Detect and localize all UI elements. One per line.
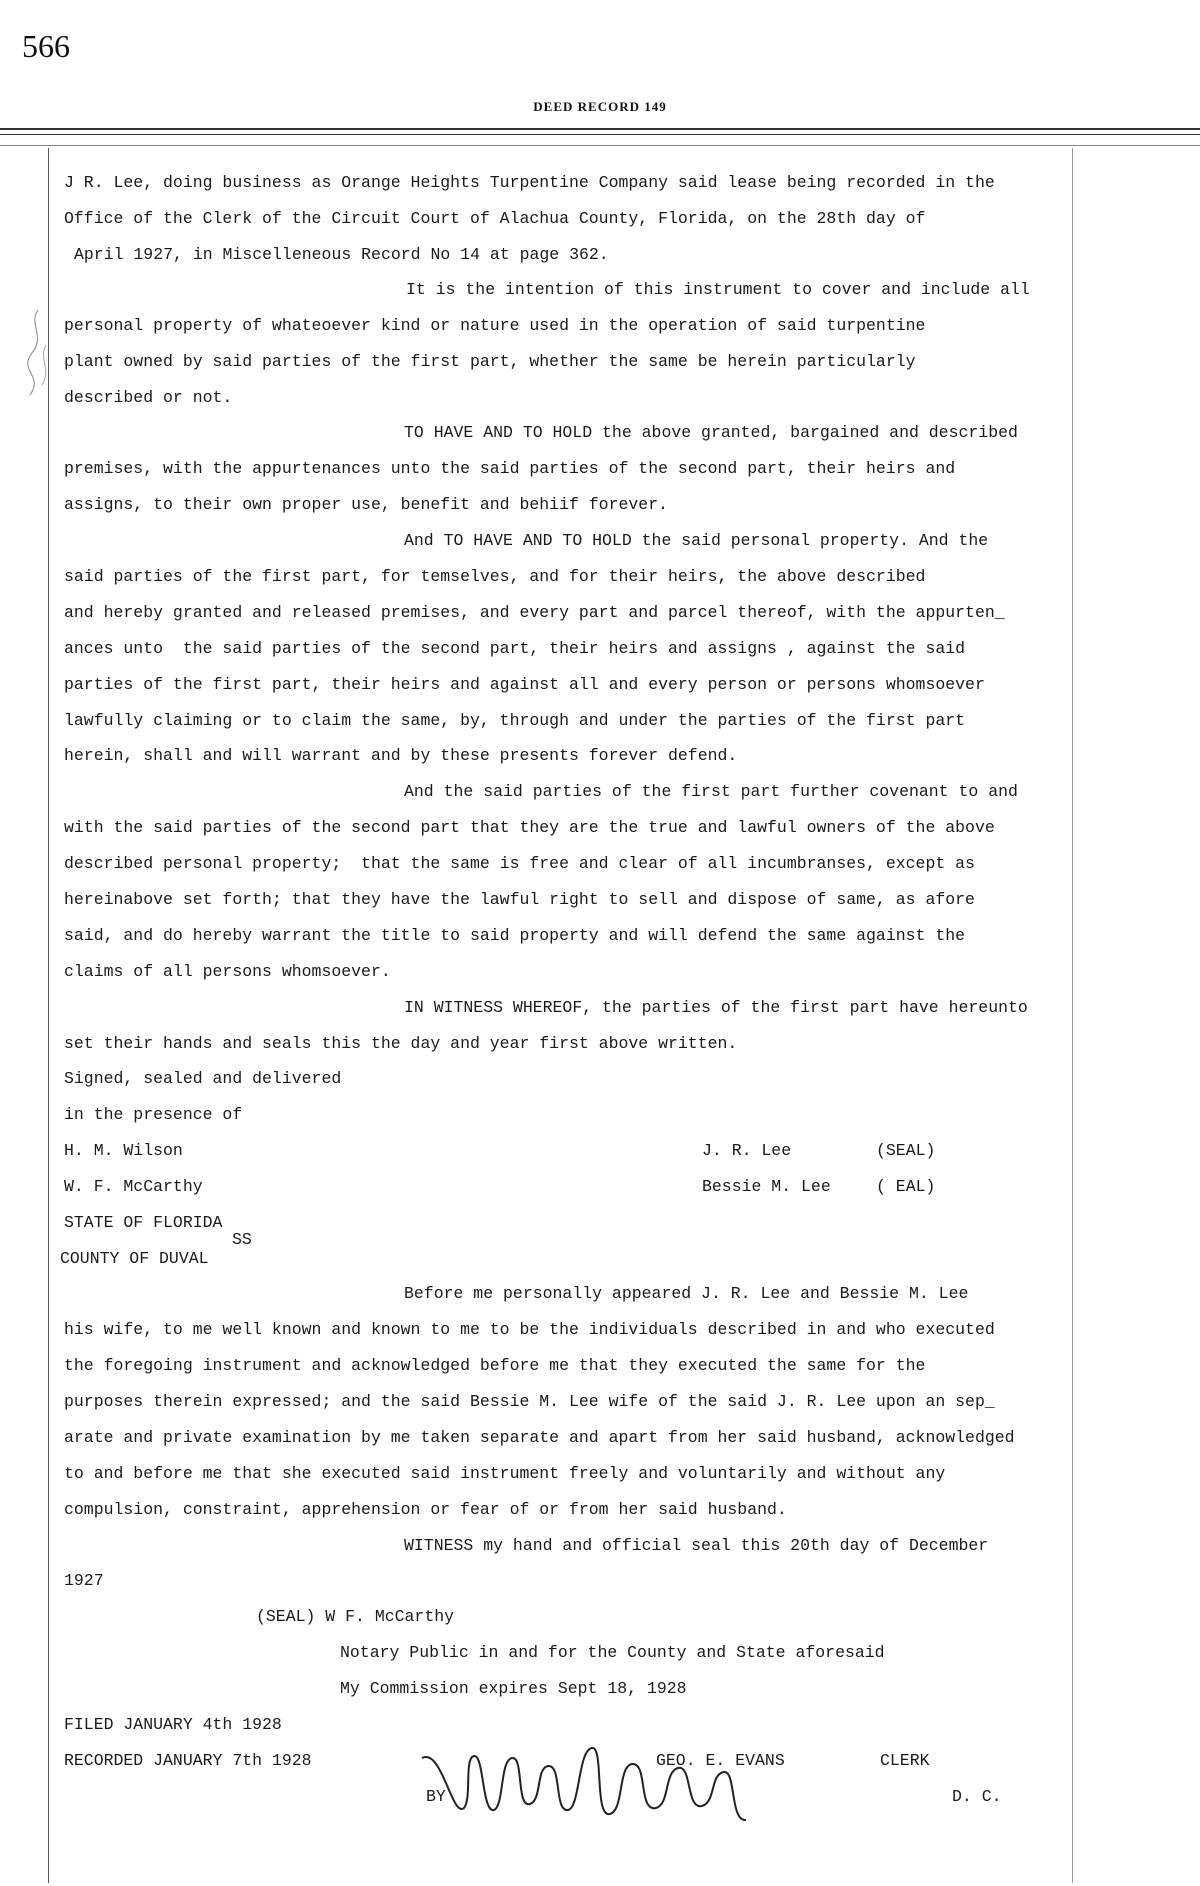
text-line: 1927 bbox=[64, 1571, 104, 1590]
text-line: compulsion, constraint, apprehension or fear of or from her said husband. bbox=[64, 1500, 787, 1519]
text-line: Bessie M. Lee bbox=[702, 1177, 831, 1196]
margin-pencil-note bbox=[18, 305, 58, 415]
text-line: RECORDED JANUARY 7th 1928 bbox=[64, 1751, 312, 1770]
text-line: April 1927, in Miscelleneous Record No 14 at page 362. bbox=[74, 245, 609, 264]
text-line: CLERK bbox=[880, 1751, 930, 1770]
text-line: arate and private examination by me taken separate and apart from her said husband, acknowledged bbox=[64, 1428, 1015, 1447]
handwritten-signature bbox=[412, 1738, 792, 1828]
text-line: said parties of the first part, for temselves, and for their heirs, the above described bbox=[64, 567, 926, 586]
text-line: ( EAL) bbox=[876, 1177, 936, 1196]
text-line: premises, with the appurtenances unto the said parties of the second part, their heirs and bbox=[64, 459, 956, 478]
header-rule-bottom bbox=[0, 145, 1200, 146]
text-line: in the presence of bbox=[64, 1105, 243, 1124]
text-line: (SEAL) W F. McCarthy bbox=[256, 1607, 455, 1626]
text-line: J. R. Lee bbox=[702, 1141, 792, 1160]
text-line: the foregoing instrument and acknowledged before me that they executed the same for the bbox=[64, 1356, 926, 1375]
text-line: herein, shall and will warrant and by these presents forever defend. bbox=[64, 746, 738, 765]
right-margin-line bbox=[1072, 148, 1073, 1883]
text-line: FILED JANUARY 4th 1928 bbox=[64, 1715, 282, 1734]
text-line: his wife, to me well known and known to me to be the individuals described in and who executed bbox=[64, 1320, 995, 1339]
text-line: and hereby granted and released premises, and every part and parcel thereof, with the appurten_ bbox=[64, 603, 1005, 622]
text-line: Office of the Clerk of the Circuit Court of Alachua County, Florida, on the 28th day of bbox=[64, 209, 926, 228]
text-line: assigns, to their own proper use, benefit and behiif forever. bbox=[64, 495, 668, 514]
page-number: 566 bbox=[22, 28, 70, 64]
text-line: to and before me that she executed said instrument freely and voluntarily and without any bbox=[64, 1464, 946, 1483]
text-line: Before me personally appeared J. R. Lee and Bessie M. Lee bbox=[404, 1284, 969, 1303]
text-line: STATE OF FLORIDA bbox=[64, 1213, 223, 1232]
header-rule-mid bbox=[0, 134, 1200, 135]
text-line: COUNTY OF DUVAL bbox=[60, 1249, 209, 1268]
text-line: TO HAVE AND TO HOLD the above granted, bargained and described bbox=[404, 423, 1018, 442]
text-line: described or not. bbox=[64, 388, 233, 407]
text-line: And TO HAVE AND TO HOLD the said personal property. And the bbox=[404, 531, 989, 550]
text-line: J R. Lee, doing business as Orange Heights Turpentine Company said lease being recorded in the bbox=[64, 173, 995, 192]
text-line: SS bbox=[232, 1230, 252, 1249]
text-line: hereinabove set forth; that they have the lawful right to sell and dispose of same, as afore bbox=[64, 890, 975, 909]
text-line: (SEAL) bbox=[876, 1141, 936, 1160]
text-line: purposes therein expressed; and the said Bessie M. Lee wife of the said J. R. Lee upon an sep_ bbox=[64, 1392, 995, 1411]
text-line: personal property of whateoever kind or nature used in the operation of said turpentine bbox=[64, 316, 926, 335]
text-line: GEO. E. EVANS bbox=[656, 1751, 785, 1770]
text-line: Notary Public in and for the County and State aforesaid bbox=[340, 1643, 885, 1662]
text-line: said, and do hereby warrant the title to said property and will defend the same against the bbox=[64, 926, 966, 945]
text-line: set their hands and seals this the day and year first above written. bbox=[64, 1034, 738, 1053]
text-line: lawfully claiming or to claim the same, by, through and under the parties of the first part bbox=[64, 711, 966, 730]
text-line: described personal property; that the same is free and clear of all incumbranses, except as bbox=[64, 854, 975, 873]
page-header-title: DEED RECORD 149 bbox=[533, 99, 667, 114]
text-line: BY bbox=[426, 1787, 446, 1806]
text-line: Signed, sealed and delivered bbox=[64, 1069, 342, 1088]
text-line: H. M. Wilson bbox=[64, 1141, 183, 1160]
text-line: D. C. bbox=[952, 1787, 1002, 1806]
text-line: My Commission expires Sept 18, 1928 bbox=[340, 1679, 687, 1698]
text-line: It is the intention of this instrument to cover and include all bbox=[406, 280, 1030, 299]
text-line: with the said parties of the second part that they are the true and lawful owners of the above bbox=[64, 818, 995, 837]
text-line: parties of the first part, their heirs and against all and every person or persons whomsoever bbox=[64, 675, 985, 694]
text-line: W. F. McCarthy bbox=[64, 1177, 203, 1196]
text-line: IN WITNESS WHEREOF, the parties of the first part have hereunto bbox=[404, 998, 1028, 1017]
text-line: ances unto the said parties of the second part, their heirs and assigns , against the said bbox=[64, 639, 966, 658]
header-rule-top bbox=[0, 128, 1200, 130]
text-line: plant owned by said parties of the first part, whether the same be herein particularly bbox=[64, 352, 916, 371]
text-line: WITNESS my hand and official seal this 20th day of December bbox=[404, 1536, 989, 1555]
text-line: And the said parties of the first part further covenant to and bbox=[404, 782, 1018, 801]
text-line: claims of all persons whomsoever. bbox=[64, 962, 391, 981]
